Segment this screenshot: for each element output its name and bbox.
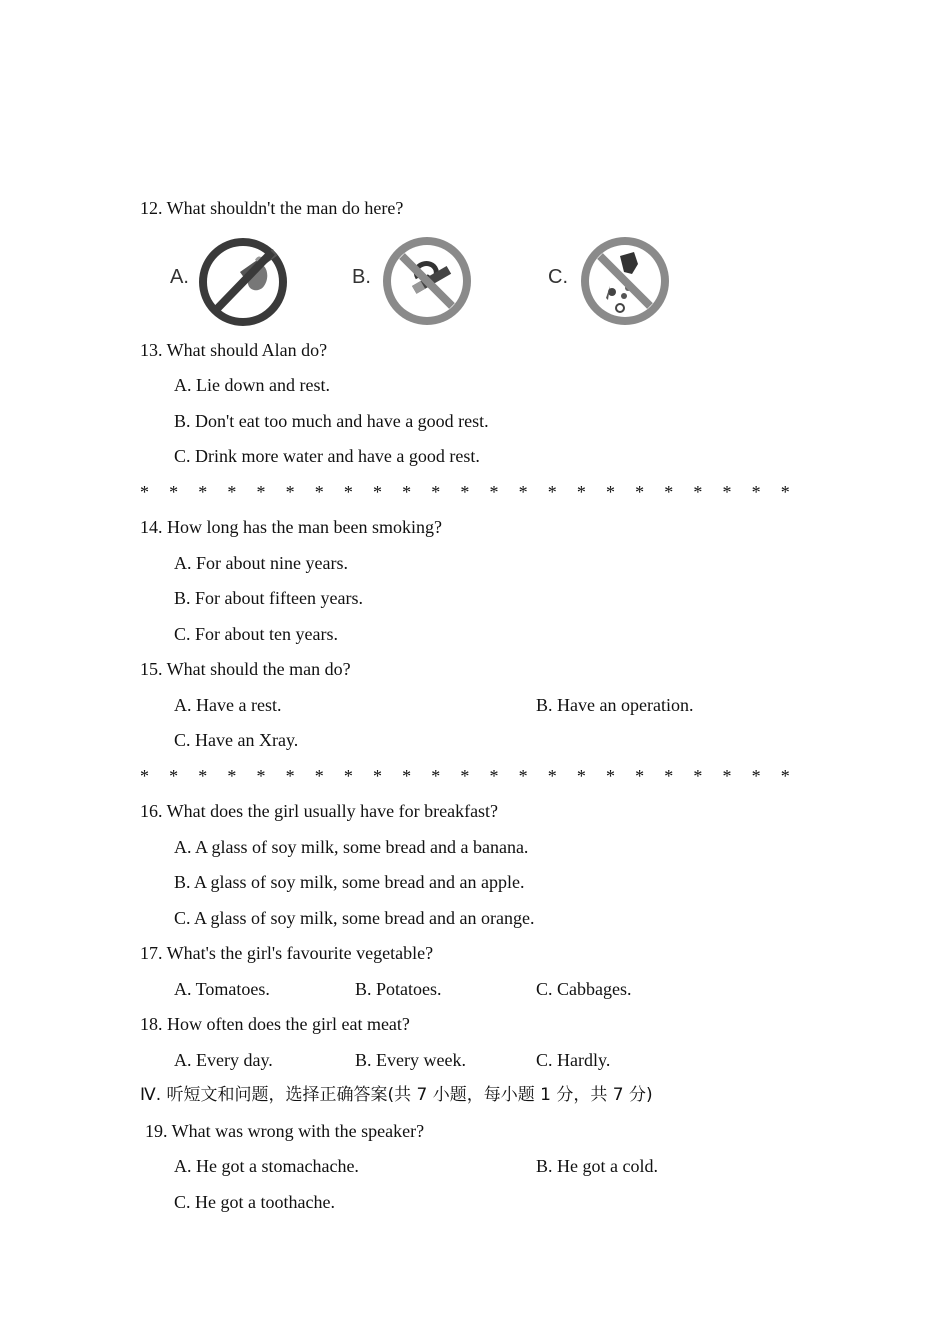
- q19-option-a[interactable]: A. He got a stomachache.: [174, 1156, 359, 1176]
- question-14: 14. How long has the man been smoking?: [140, 517, 442, 537]
- q14-option-a[interactable]: A. For about nine years.: [174, 553, 348, 573]
- q13-option-b[interactable]: B. Don't eat too much and have a good rest.: [174, 411, 489, 431]
- section-4-title: Ⅳ. 听短文和问题，选择正确答案(共 7 小题，每小题 1 分，共 7 分): [140, 1085, 653, 1105]
- question-13: 13. What should Alan do?: [140, 340, 328, 360]
- no-littering-icon: [578, 234, 672, 328]
- option-b-label[interactable]: B.: [352, 266, 371, 288]
- q19-option-b[interactable]: B. He got a cold.: [536, 1156, 658, 1176]
- q15-option-b[interactable]: B. Have an operation.: [536, 695, 694, 715]
- q12-sign-options: [160, 234, 720, 330]
- question-16: 16. What does the girl usually have for breakfast?: [140, 801, 499, 821]
- q19-option-c[interactable]: C. He got a toothache.: [174, 1192, 335, 1212]
- question-12: 12. What shouldn't the man do here?: [140, 198, 404, 218]
- q16-option-c[interactable]: C. A glass of soy milk, some bread and an orange.: [174, 908, 535, 928]
- no-fire-icon: [198, 234, 288, 328]
- q17-option-c[interactable]: C. Cabbages.: [536, 979, 632, 999]
- q14-option-c[interactable]: C. For about ten years.: [174, 624, 338, 644]
- separator-1: * * * * * * * * * * * * * * * * * * * * * * *: [140, 482, 790, 502]
- q14-option-b[interactable]: B. For about fifteen years.: [174, 588, 363, 608]
- separator-2: * * * * * * * * * * * * * * * * * * * * * * *: [140, 766, 790, 786]
- q17-option-a[interactable]: A. Tomatoes.: [174, 979, 270, 999]
- q16-option-a[interactable]: A. A glass of soy milk, some bread and a banana.: [174, 837, 529, 857]
- q17-option-b[interactable]: B. Potatoes.: [355, 979, 442, 999]
- option-a-label[interactable]: A.: [170, 266, 189, 288]
- question-18: 18. How often does the girl eat meat?: [140, 1014, 410, 1034]
- question-19: 19. What was wrong with the speaker?: [145, 1121, 425, 1141]
- q13-option-c[interactable]: C. Drink more water and have a good rest.: [174, 446, 480, 466]
- q18-option-c[interactable]: C. Hardly.: [536, 1050, 611, 1070]
- q13-option-a[interactable]: A. Lie down and rest.: [174, 375, 330, 395]
- q15-option-c[interactable]: C. Have an Xray.: [174, 730, 299, 750]
- q16-option-b[interactable]: B. A glass of soy milk, some bread and an apple.: [174, 872, 525, 892]
- option-c-label[interactable]: C.: [548, 266, 568, 288]
- question-15: 15. What should the man do?: [140, 659, 351, 679]
- no-smoking-icon: [380, 234, 474, 328]
- q18-option-a[interactable]: A. Every day.: [174, 1050, 273, 1070]
- q18-option-b[interactable]: B. Every week.: [355, 1050, 466, 1070]
- question-17: 17. What's the girl's favourite vegetable?: [140, 943, 434, 963]
- q15-option-a[interactable]: A. Have a rest.: [174, 695, 282, 715]
